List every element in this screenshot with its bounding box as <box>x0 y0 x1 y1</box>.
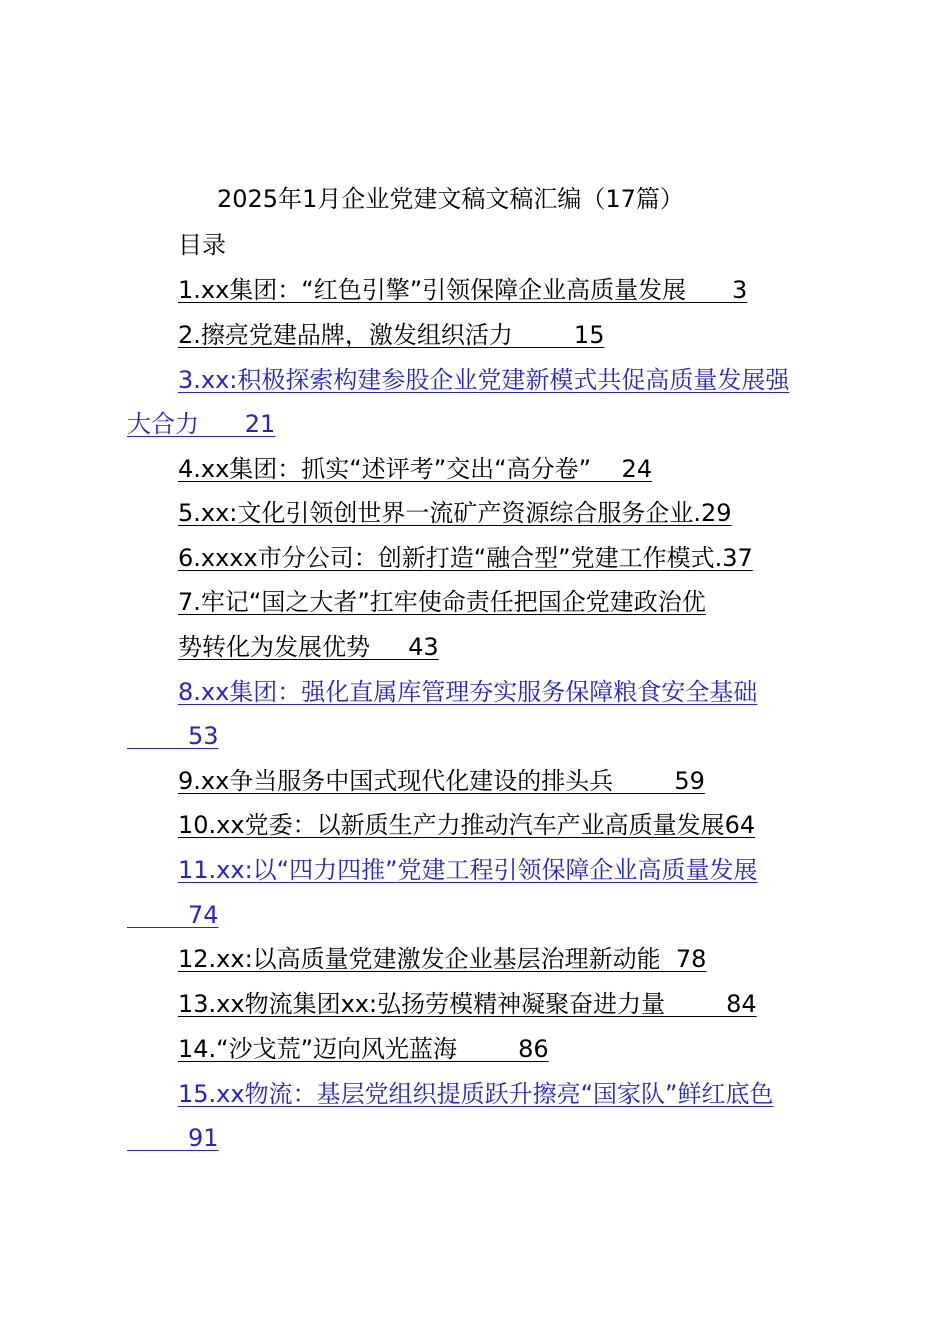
toc-entry-11-line-2[interactable]: 74 <box>127 901 219 929</box>
toc-entry-8-line-2[interactable]: 53 <box>127 722 219 750</box>
toc-entry-2[interactable]: 2.擦亮党建品牌，激发组织活力 15 <box>178 321 605 349</box>
toc-entry-14[interactable]: 14.“沙戈荒”迈向风光蓝海 86 <box>178 1035 549 1063</box>
toc-entry-4[interactable]: 4.xx集团：抓实“述评考”交出“高分卷” 24 <box>178 455 653 483</box>
toc-entry-15-line-2[interactable]: 91 <box>127 1124 219 1152</box>
toc-entry-11-line-1[interactable]: 11.xx:以“四力四推”党建工程引领保障企业高质量发展 <box>178 856 758 884</box>
toc-entry-13[interactable]: 13.xx物流集团xx:弘扬劳模精神凝聚奋进力量 84 <box>178 990 757 1018</box>
toc-heading: 目录 <box>178 231 226 259</box>
toc-entry-3-line-2[interactable]: 大合力 21 <box>127 410 276 438</box>
toc-entry-5[interactable]: 5.xx:文化引领创世界一流矿产资源综合服务企业.29 <box>178 499 732 527</box>
toc-entry-15-line-1[interactable]: 15.xx物流：基层党组织提质跃升擦亮“国家队”鲜红底色 <box>178 1080 774 1108</box>
document-title: 2025年1月企业党建文稿文稿汇编（17篇） <box>217 185 684 213</box>
toc-entry-7-line-1[interactable]: 7.牢记“国之大者”扛牢使命责任把国企党建政治优 <box>178 588 706 616</box>
toc-entry-8-line-1[interactable]: 8.xx集团：强化直属库管理夯实服务保障粮食安全基础 <box>178 678 758 706</box>
toc-entry-1[interactable]: 1.xx集团：“红色引擎”引领保障企业高质量发展 3 <box>178 276 748 304</box>
toc-entry-3-line-1[interactable]: 3.xx:积极探索构建参股企业党建新模式共促高质量发展强 <box>178 366 790 394</box>
toc-entry-7-line-2[interactable]: 势转化为发展优势 43 <box>178 633 439 661</box>
toc-entry-12[interactable]: 12.xx:以高质量党建激发企业基层治理新动能 78 <box>178 945 707 973</box>
toc-entry-6[interactable]: 6.xxxx市分公司：创新打造“融合型”党建工作模式.37 <box>178 544 753 572</box>
toc-entry-10[interactable]: 10.xx党委：以新质生产力推动汽车产业高质量发展64 <box>178 811 756 839</box>
toc-entry-9[interactable]: 9.xx争当服务中国式现代化建设的排头兵 59 <box>178 767 705 795</box>
